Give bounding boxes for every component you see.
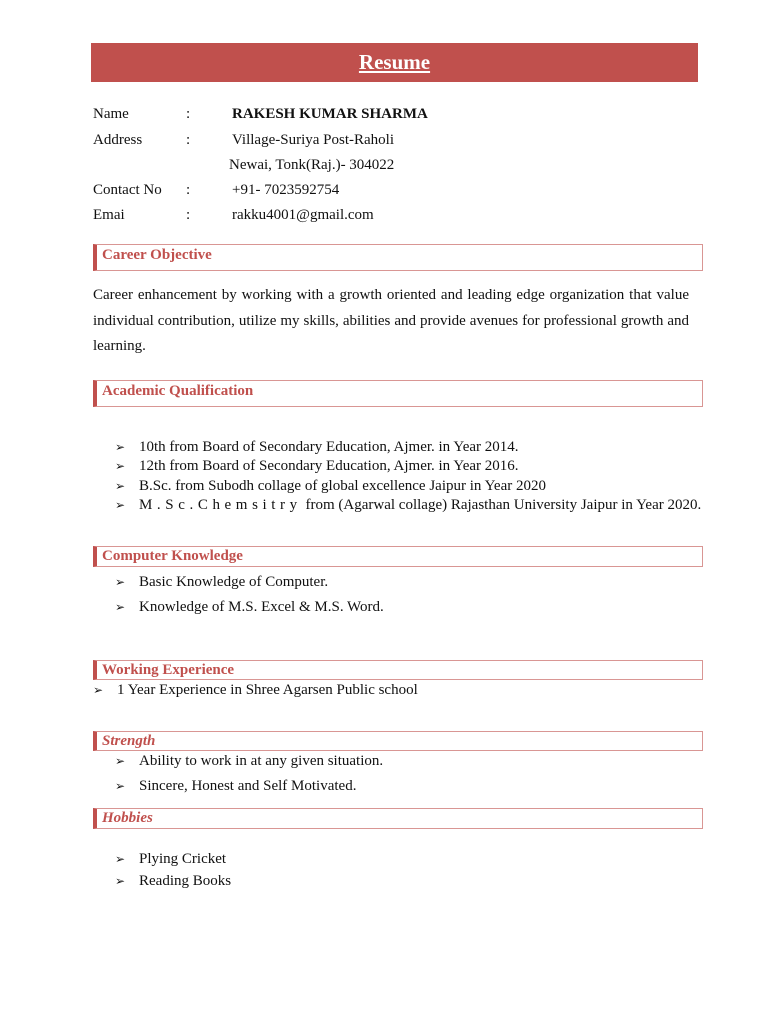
list-item: ➢ Reading Books — [115, 873, 232, 889]
address-line1: Village-Suriya Post-Raholi — [232, 132, 394, 148]
list-item: ➢ Plying Cricket — [115, 851, 227, 867]
career-objective-section — [93, 244, 703, 271]
list-item: ➢ Basic Knowledge of Computer. — [115, 574, 329, 590]
working-experience-section — [93, 660, 703, 680]
career-objective-text: Career enhancement by working with a growth oriented and leading edge organization that value individual contribution, utilize my skills, abilities and provide avenues for professional growth and learning. — [93, 287, 689, 354]
arrow-bullet-icon: ➢ — [115, 852, 126, 866]
working-experience-heading: Working Experience — [102, 662, 235, 678]
resume-title-bar — [91, 43, 698, 82]
arrow-bullet-icon: ➢ — [115, 459, 126, 473]
email-value: rakku4001@gmail.com — [232, 207, 374, 223]
list-item: ➢ 10th from Board of Secondary Education, Ajmer. in Year 2014. — [115, 439, 519, 455]
strength-section — [93, 731, 703, 751]
arrow-bullet-icon: ➢ — [115, 600, 126, 614]
list-item: ➢ 12th from Board of Secondary Education, Ajmer. in Year 2016. — [115, 458, 519, 474]
list-item: ➢ 1 Year Experience in Shree Agarsen Public school — [93, 682, 418, 698]
arrow-bullet-icon: ➢ — [93, 683, 104, 697]
email-colon: : — [186, 207, 191, 223]
resume-title: Resume — [358, 50, 431, 74]
arrow-bullet-icon: ➢ — [115, 498, 126, 512]
computer-knowledge-heading: Computer Knowledge — [102, 548, 243, 564]
name-colon: : — [186, 106, 191, 122]
arrow-bullet-icon: ➢ — [115, 479, 126, 493]
academic-heading: Academic Qualification — [102, 383, 254, 399]
career-objective-heading: Career Objective — [102, 247, 212, 263]
strength-heading: Strength — [102, 733, 156, 749]
academic-section — [93, 380, 703, 407]
list-item: ➢ Sincere, Honest and Self Motivated. — [115, 778, 357, 794]
arrow-bullet-icon: ➢ — [115, 754, 126, 768]
arrow-bullet-icon: ➢ — [115, 575, 126, 589]
arrow-bullet-icon: ➢ — [115, 874, 126, 888]
address-line2: Newai, Tonk(Raj.)- 304022 — [229, 157, 395, 173]
contact-colon: : — [186, 182, 191, 198]
name-value: RAKESH KUMAR SHARMA — [232, 106, 428, 122]
contact-value: +91- 7023592754 — [232, 182, 340, 198]
name-label: Name — [93, 106, 129, 122]
hobbies-section — [93, 808, 703, 829]
arrow-bullet-icon: ➢ — [115, 779, 126, 793]
list-item: ➢ B.Sc. from Subodh collage of global excellence Jaipur in Year 2020 — [115, 478, 546, 494]
address-colon: : — [186, 132, 191, 148]
address-label: Address — [93, 132, 143, 148]
list-item: ➢ Ability to work in at any given situation. — [115, 753, 384, 769]
arrow-bullet-icon: ➢ — [115, 440, 126, 454]
computer-knowledge-section — [93, 546, 703, 567]
email-label: Emai — [93, 207, 125, 223]
list-item: ➢ M.Sc.Chemsitry from (Agarwal collage) Rajasthan University Jaipur in Year 2020. — [115, 497, 702, 513]
contact-label: Contact No — [93, 182, 162, 198]
hobbies-heading: Hobbies — [102, 810, 153, 826]
list-item: ➢ Knowledge of M.S. Excel & M.S. Word. — [115, 599, 384, 615]
